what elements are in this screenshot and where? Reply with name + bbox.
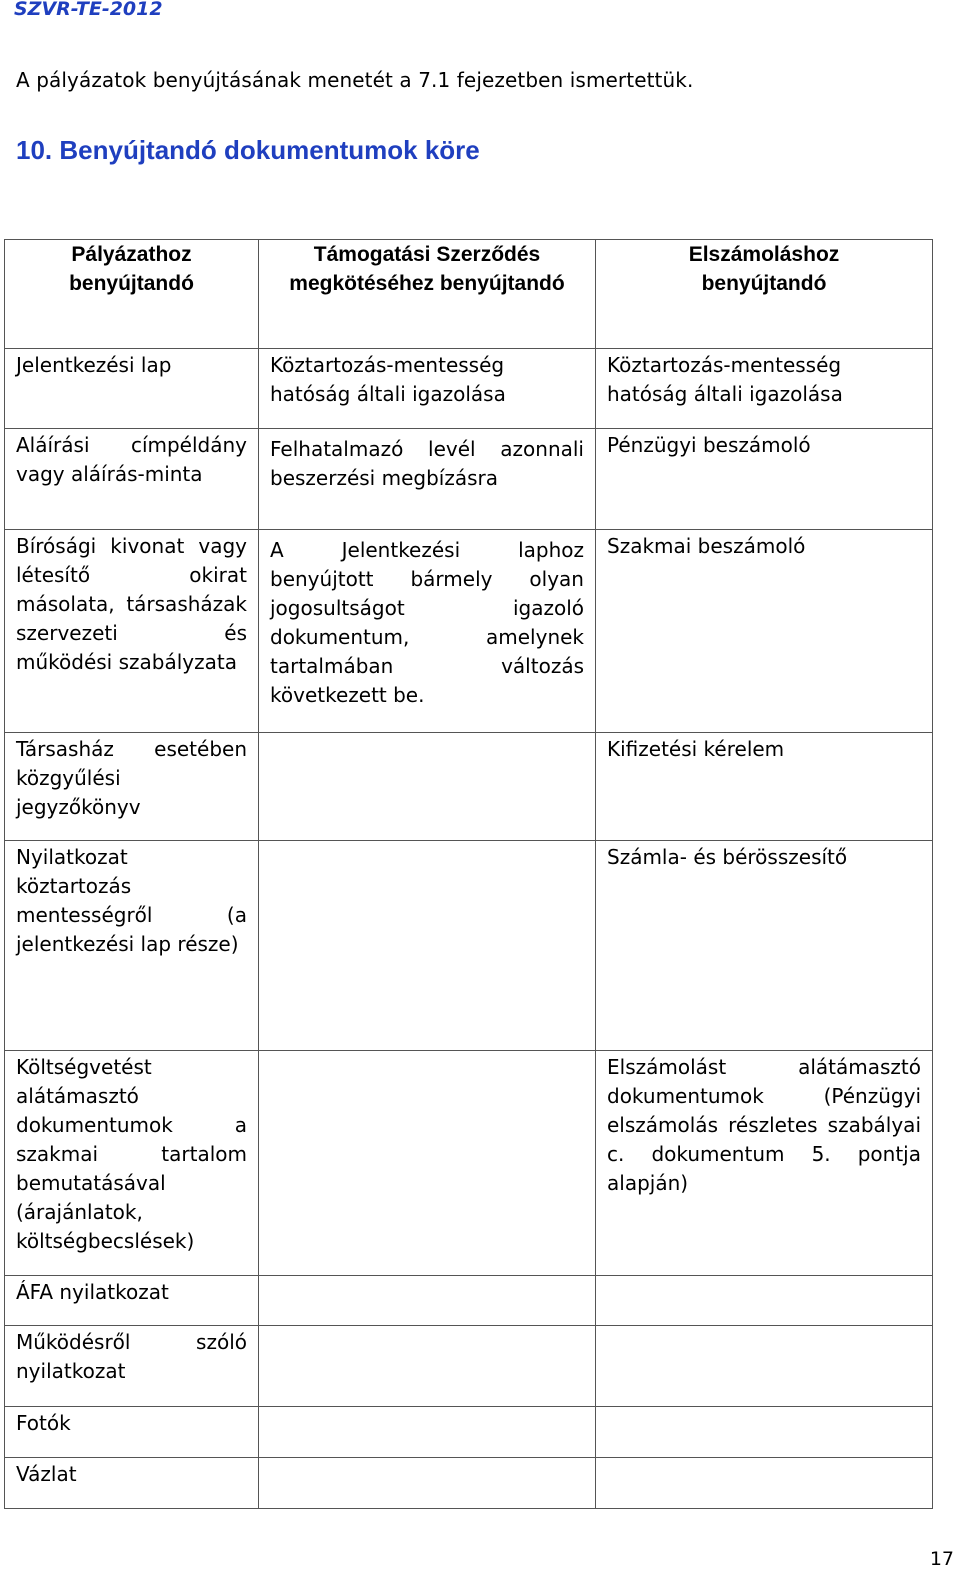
cell-contract: Köztartozás-mentesség hatóság általi igazolása: [259, 349, 596, 429]
cell-settlement: Pénzügyi beszámoló: [596, 429, 933, 530]
cell-settlement: [596, 1407, 933, 1458]
documents-table: [4, 239, 933, 1509]
cell-application: ÁFA nyilatkozat: [5, 1276, 259, 1326]
cell-contract: [259, 1276, 596, 1326]
cell-contract: [259, 733, 596, 841]
cell-application: Társasház esetében közgyűlési jegyzőkönyv: [5, 733, 259, 841]
cell-settlement: [596, 1276, 933, 1326]
table-row: [5, 733, 933, 841]
header-application: Pályázathoz benyújtandó: [5, 240, 259, 349]
table-row: [5, 1458, 933, 1509]
cell-settlement: Elszámolást alátámasztó dokumentumok (Pénzügyi elszámolás részletes szabályai c. dokumentum 5. pontja alapján): [596, 1051, 933, 1276]
cell-application: Jelentkezési lap: [5, 349, 259, 429]
header-contract: Támogatási Szerződés megkötéséhez benyújtandó: [259, 240, 596, 349]
cell-application: Aláírási címpéldány vagy aláírás-minta: [5, 429, 259, 530]
table-row: [5, 841, 933, 1051]
cell-application: Működésről szóló nyilatkozat: [5, 1326, 259, 1407]
header-settlement: Elszámoláshoz benyújtandó: [596, 240, 933, 349]
section-title: 10. Benyújtandó dokumentumok köre: [16, 135, 480, 165]
cell-contract: [259, 1326, 596, 1407]
cell-contract: [259, 1458, 596, 1509]
cell-settlement: Számla- és bérösszesítő: [596, 841, 933, 1051]
table-header-row: [5, 240, 933, 349]
table-row: [5, 530, 933, 733]
table-row: [5, 1326, 933, 1407]
cell-contract: [259, 841, 596, 1051]
cell-contract: [259, 1051, 596, 1276]
document-code: SZVR-TE-2012: [14, 0, 163, 20]
intro-paragraph: A pályázatok benyújtásának menetét a 7.1 fejezetben ismertettük.: [16, 68, 694, 92]
page-number: 17: [929, 1548, 954, 1570]
cell-settlement: Szakmai beszámoló: [596, 530, 933, 733]
table-row: [5, 1051, 933, 1276]
cell-settlement: [596, 1326, 933, 1407]
cell-application: Költségvetést alátámasztó dokumentumok a szakmai tartalom bemutatásával (árajánlatok, költségbecslések): [5, 1051, 259, 1276]
table-row: [5, 349, 933, 429]
cell-application: Nyilatkozat köztartozás mentességről (a jelentkezési lap része): [5, 841, 259, 1051]
table-row: [5, 1276, 933, 1326]
cell-settlement: Köztartozás-mentesség hatóság általi igazolása: [596, 349, 933, 429]
cell-application: Fotók: [5, 1407, 259, 1458]
cell-settlement: Kifizetési kérelem: [596, 733, 933, 841]
table-row: [5, 1407, 933, 1458]
table-row: [5, 429, 933, 530]
cell-application: Vázlat: [5, 1458, 259, 1509]
cell-contract: [259, 1407, 596, 1458]
cell-application: Bírósági kivonat vagy létesítő okirat másolata, társasházak szervezeti és működési szabályzata: [5, 530, 259, 733]
cell-contract: A Jelentkezési laphoz benyújtott bármely olyan jogosultságot igazoló dokumentum, amelynek tartalmában változás következett be.: [259, 530, 596, 733]
cell-contract: Felhatalmazó levél azonnali beszerzési megbízásra: [259, 429, 596, 530]
cell-settlement: [596, 1458, 933, 1509]
